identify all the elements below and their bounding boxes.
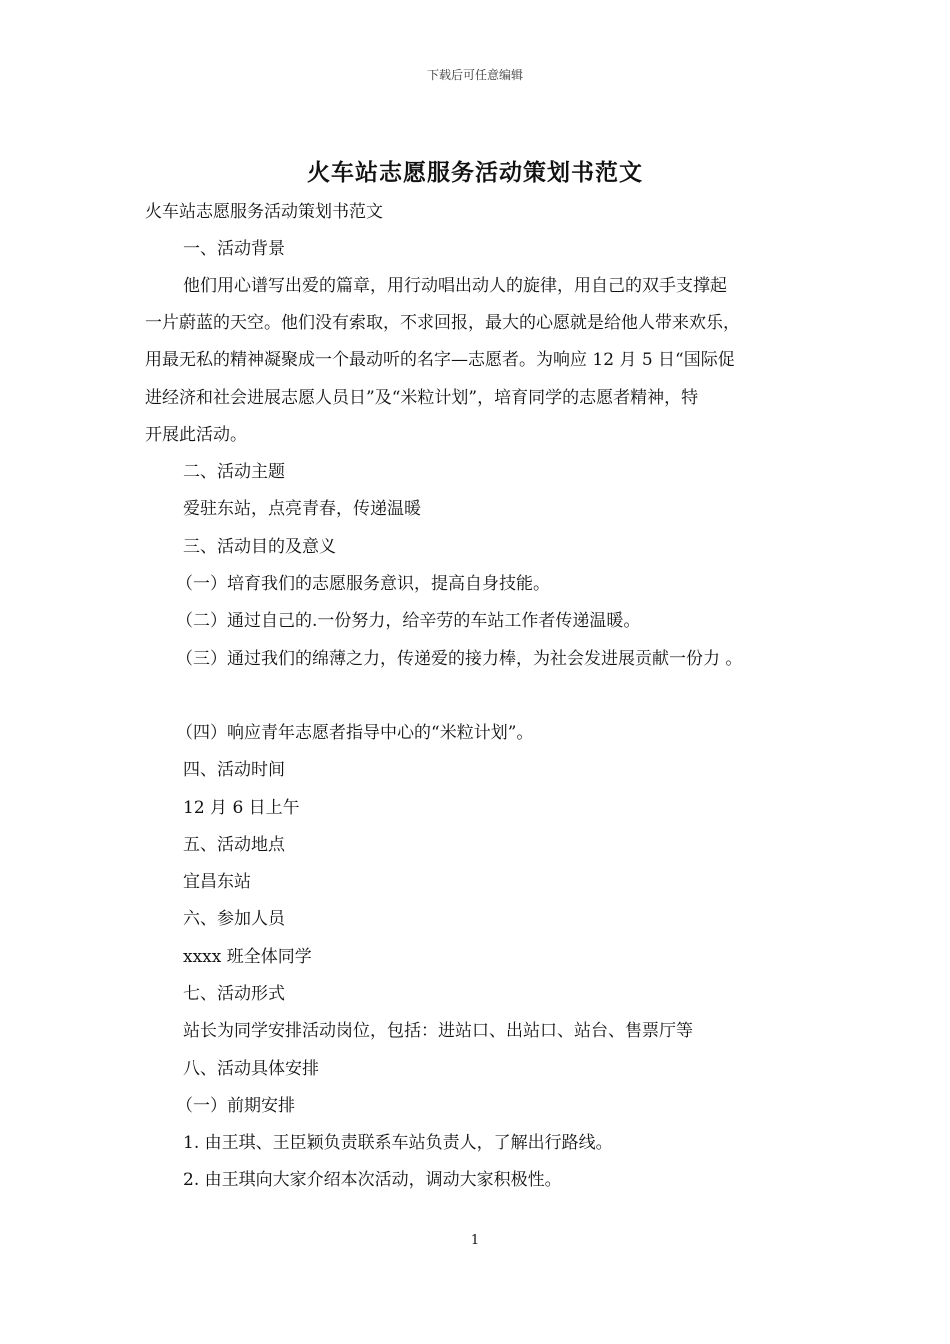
page-number: 1 (470, 1233, 480, 1248)
theme-text: 爱驻东站，点亮青春，传递温暖 (183, 499, 421, 519)
participants-text: xxxx 班全体同学 (183, 947, 312, 967)
subtitle-line: 火车站志愿服务活动策划书范文 (145, 202, 383, 222)
header-note: 下载后可任意编辑 (426, 68, 523, 82)
section-heading-participants: 六、参加人员 (183, 909, 285, 929)
paragraph-line: 开展此活动。 (145, 425, 247, 445)
paragraph-line: 他们用心谱写出爱的篇章，用行动唱出动人的旋律，用自己的双手支撑起 (183, 276, 727, 296)
paragraph-line: 一片蔚蓝的天空。他们没有索取，不求回报，最大的心愿就是给他人带来欢乐， (145, 313, 740, 333)
time-text: 12 月 6 日上午 (183, 798, 300, 818)
arrangement-item: 2. 由王琪向大家介绍本次活动，调动大家积极性。 (183, 1170, 562, 1190)
purpose-item: （二）通过自己的.一份努力，给辛劳的车站工作者传递温暖。 (176, 611, 641, 631)
document-title: 火车站志愿服务活动策划书范文 (307, 159, 643, 186)
section-heading-format: 七、活动形式 (183, 984, 285, 1004)
section-heading-purpose: 三、活动目的及意义 (183, 537, 336, 557)
arrangement-item: 1. 由王琪、王臣颖负责联系车站负责人，了解出行路线。 (183, 1133, 613, 1153)
section-heading-location: 五、活动地点 (183, 835, 285, 855)
location-text: 宜昌东站 (183, 872, 251, 892)
arrangement-subheading: （一）前期安排 (176, 1096, 295, 1116)
section-heading-background: 一、活动背景 (183, 239, 285, 259)
paragraph-line: 用最无私的精神凝聚成一个最动听的名字—志愿者。为响应 12 月 5 日“国际促 (145, 350, 735, 370)
purpose-item: （四）响应青年志愿者指导中心的“米粒计划”。 (176, 723, 534, 743)
section-heading-time: 四、活动时间 (183, 760, 285, 780)
section-heading-arrangement: 八、活动具体安排 (183, 1059, 319, 1079)
section-heading-theme: 二、活动主题 (183, 462, 285, 482)
purpose-item: （三）通过我们的绵薄之力，传递爱的接力棒，为社会发进展贡献一份力 。 (176, 649, 743, 669)
purpose-item: （一）培育我们的志愿服务意识，提高自身技能。 (176, 574, 550, 594)
format-text: 站长为同学安排活动岗位，包括：进站口、出站口、站台、售票厅等 (183, 1021, 693, 1041)
paragraph-line: 进经济和社会进展志愿人员日”及“米粒计划”，培育同学的志愿者精神，特 (145, 388, 699, 408)
